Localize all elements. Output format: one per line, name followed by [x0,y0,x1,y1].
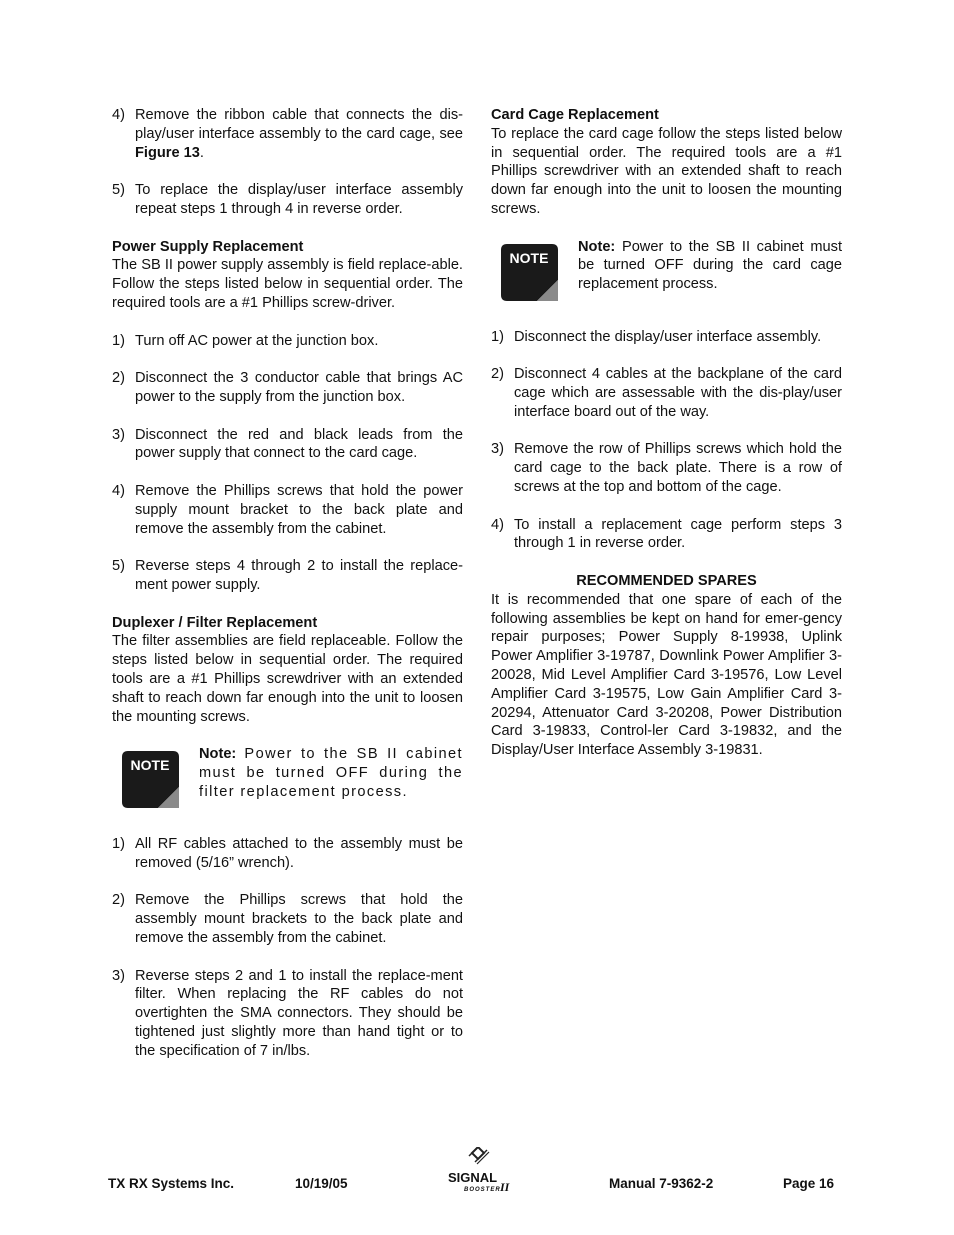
item-text: Remove the Phillips screws that hold the assembly mount brackets to the back plate and remove the assembly from the cabinet. [135,892,463,947]
duplexer-intro: The filter assemblies are field replaceable. Follow the steps listed below in sequential order. The required tools are a #1 Phillips screwdriver with an extended shaft to reach down far enough into the unit to loosen the mounting screws. [112,633,463,725]
item-text: All RF cables attached to the assembly must be removed (5/16” wrench). [135,836,463,871]
figure-reference: Figure 13 [135,144,200,161]
footer-page: Page 16 [783,1176,835,1191]
item-text: To replace the display/user interface assembly repeat steps 1 through 4 in reverse order. [135,182,463,217]
item-number: 3) [112,426,125,443]
item-number: 4) [491,516,504,533]
note-icon [501,244,558,301]
list-item [491,516,842,554]
item-number: 1) [112,332,125,349]
list-item [112,835,463,873]
footer-manual: Manual 7-9362-2 [609,1176,714,1191]
card-cage-heading: Card Cage Replacement [491,107,659,123]
card-cage-intro: To replace the card cage follow the steps listed below in sequential order. The required tools are a #1 Phillips screwdriver with an extended shaft to reach down far enough into the unit to loosen the mounting screws. [491,125,842,217]
logo-word: SIGNAL [448,1170,498,1185]
note-block [112,745,463,825]
note-icon-label: NOTE [509,249,549,266]
list-item [112,369,463,407]
power-supply-intro: The SB II power supply assembly is field replace-able. Follow the steps listed below in sequential order. The required tools are a #1 Phillips screw-driver. [112,257,463,311]
item-number: 5) [112,558,125,575]
item-text: Remove the row of Phillips screws which hold the card cage to the back plate. There is a row of screws at the top and bottom of the cage. [514,441,842,495]
right-column [491,106,842,760]
item-text-end: . [199,144,204,161]
list-item [491,365,842,421]
logo-sub: BOOSTER [464,1187,501,1193]
item-text: Disconnect the display/user interface assembly. [514,328,822,345]
item-text: Disconnect the 3 conductor cable that brings AC power to the supply from the junction box. [135,370,463,405]
signal-booster-logo [446,1147,516,1197]
note-block [491,238,842,318]
list-item [491,328,842,347]
item-text: Reverse steps 4 through 2 to install the replace-ment power supply. [135,558,463,593]
item-number: 1) [491,328,504,345]
note-icon-label: NOTE [130,757,170,774]
item-number: 5) [112,182,125,199]
item-text: Turn off AC power at the junction box. [135,332,379,349]
footer-date: 10/19/05 [295,1176,348,1191]
note-icon [122,751,179,808]
item-number: 4) [112,482,125,499]
power-supply-heading: Power Supply Replacement [112,238,304,255]
item-number: 3) [491,441,504,458]
recommended-spares-heading: RECOMMENDED SPARES [576,572,757,589]
item-text: Remove the ribbon cable that connects the dis-play/user interface assembly to the card cage, see [135,107,463,142]
item-number: 4) [112,107,125,123]
item-text: To install a replacement cage perform steps 3 through 1 in reverse order. [514,516,842,552]
note-text: Note: Power to the SB II cabinet must be turned OFF during the filter replacement process. [199,746,463,800]
duplexer-heading: Duplexer / Filter Replacement [112,614,318,631]
list-item [112,482,463,538]
list-item [112,557,463,595]
item-text: Disconnect the red and black leads from the power supply that connect to the card cage. [135,426,463,462]
list-item [112,967,463,1061]
left-column [112,106,463,1061]
item-number: 2) [112,370,125,387]
item-text: Remove the Phillips screws that hold the power supply mount bracket to the back plate and remove the assembly from the cabinet. [135,482,463,537]
list-item [112,181,463,219]
item-number: 2) [112,892,125,909]
list-item [112,332,463,351]
note-text: Note: Power to the SB II cabinet must be turned OFF during the card cage replacement process. [578,238,842,293]
list-item [112,891,463,947]
recommended-spares-text: It is recommended that one spare of each of the following assemblies be kept on hand for emer-gency repair purposes; Power Supply 8-19938, Uplink Power Amplifier 3-19787, Downlink Power Amplifier 3-20028, Mid Level Amplifier Card 3-19576, Low Level Amplifier Card 3-19575, Low Gain Amplifier Card 3-20294, Attenuator Card 3-20208, Power Distribution Card 3-19833, Control-ler Card 3-19832, and the Display/User Interface Assembly 3-19831. [491,591,842,759]
item-number: 1) [112,836,125,853]
item-number: 2) [491,366,504,383]
list-item [112,106,463,162]
item-text: Reverse steps 2 and 1 to install the replace-ment filter. When replacing the RF cables do not overtighten the SMA connectors. They should be tightened just slightly more than hand tight or to the specification of 7 in/lbs. [135,967,463,1059]
list-item [491,440,842,496]
logo-suffix: II [500,1180,510,1194]
item-text: Disconnect 4 cables at the backplane of the card cage which are assessable with the dis-play/user interface board out of the way. [514,366,842,420]
footer-company: TX RX Systems Inc. [108,1176,235,1191]
list-item [112,426,463,464]
item-number: 3) [112,967,125,984]
